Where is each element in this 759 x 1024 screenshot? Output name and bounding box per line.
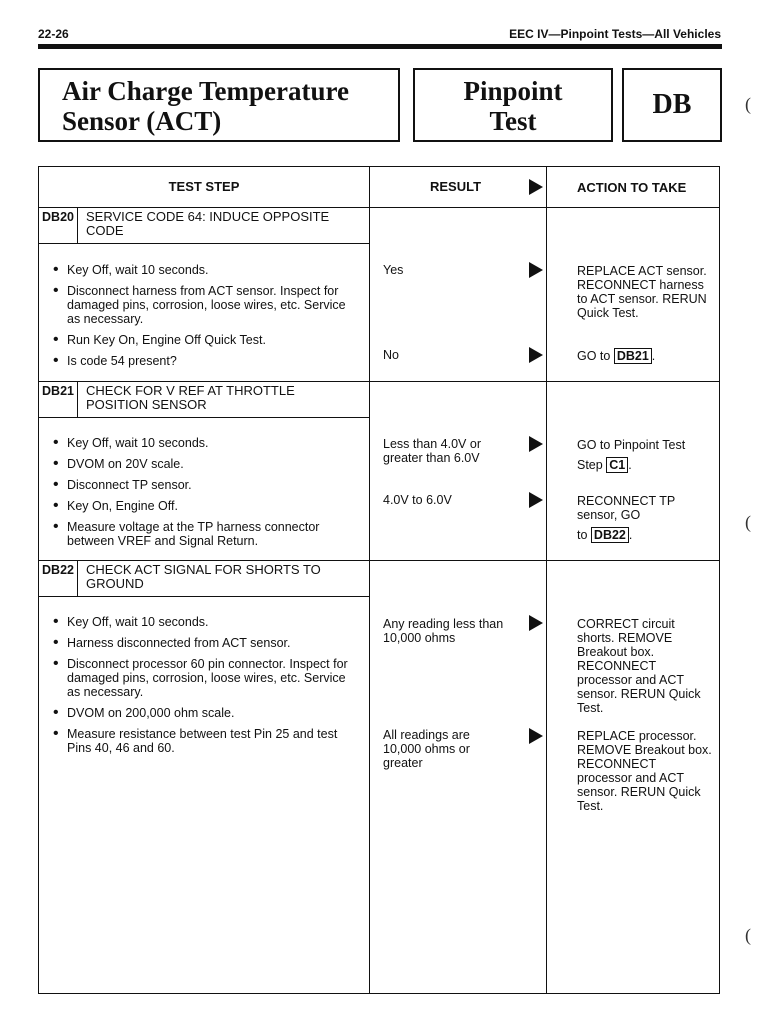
action-goto xyxy=(577,348,717,364)
instruction-item: • Run Key On, Engine Off Quick Test. xyxy=(53,333,353,347)
action-text: RECONNECT TP sensor, GO xyxy=(577,494,675,522)
binding-mark: ( xyxy=(745,512,751,532)
action-prefix: to xyxy=(577,528,588,542)
result-text: No xyxy=(383,348,399,362)
instruction-item: • Disconnect TP sensor. xyxy=(53,478,353,492)
arrow-icon xyxy=(529,347,543,363)
action-suffix: . xyxy=(628,528,633,542)
column-header-test-step: TEST STEP xyxy=(168,179,240,194)
pinpoint-test-box xyxy=(413,68,613,142)
step-divider xyxy=(39,381,719,382)
arrow-icon xyxy=(529,615,543,631)
pinpoint-table xyxy=(38,166,720,994)
step-instructions xyxy=(53,615,353,762)
step-instructions xyxy=(53,263,353,375)
action-goto xyxy=(577,494,717,543)
instruction-item: • Measure voltage at the TP harness connector between VREF and Signal Return. xyxy=(53,520,353,548)
action-text: REPLACE ACT sensor. RECONNECT harness to ACT sensor. RERUN Quick Test. xyxy=(577,264,707,320)
column-divider xyxy=(546,167,547,993)
binding-mark: ( xyxy=(745,94,751,114)
action-text: CORRECT circuit shorts. REMOVE Breakout box. RECONNECT processor and ACT sensor. RERUN Quick Test. xyxy=(577,617,701,715)
page-number: 22-26 xyxy=(38,27,69,41)
instruction-item: • Disconnect harness from ACT sensor. Inspect for damaged pins, corrosion, loose wires, etc. Service as necessary. xyxy=(53,284,353,326)
header-rule xyxy=(38,44,722,49)
test-title xyxy=(62,76,349,136)
column-header-action: ACTION TO TAKE xyxy=(577,180,687,195)
action-text: REPLACE processor. REMOVE Breakout box. RECONNECT processor and ACT sensor. RERUN Quick Test. xyxy=(577,729,712,813)
result-text: 4.0V to 6.0V xyxy=(383,493,452,507)
instruction-item: • Key Off, wait 10 seconds. xyxy=(53,436,353,450)
action-text: GO to Pinpoint Test xyxy=(577,438,686,452)
step-id: DB21 xyxy=(42,384,74,398)
test-code-box: DB xyxy=(622,68,722,142)
result-text: Any reading less than 10,000 ohms xyxy=(383,617,504,645)
instruction-item: • Key On, Engine Off. xyxy=(53,499,353,513)
action-suffix: . xyxy=(628,458,632,472)
instruction-item: • DVOM on 200,000 ohm scale. xyxy=(53,706,353,720)
instruction-item: • Is code 54 present? xyxy=(53,354,353,368)
arrow-icon xyxy=(529,436,543,452)
step-id: DB20 xyxy=(42,210,74,224)
instruction-item: • Key Off, wait 10 seconds. xyxy=(53,615,353,629)
pinpoint-label-line1: Pinpoint xyxy=(463,76,563,106)
step-title: CHECK ACT SIGNAL FOR SHORTS TO GROUND xyxy=(86,562,321,591)
result-text: All readings are 10,000 ohms or greater xyxy=(383,728,470,770)
running-title: EEC IV—Pinpoint Tests—All Vehicles xyxy=(509,27,721,41)
step-reference-link[interactable]: C1 xyxy=(606,457,628,473)
binding-mark: ( xyxy=(745,925,751,945)
step-id: DB22 xyxy=(42,563,74,577)
result-text: Less than 4.0V or greater than 6.0V xyxy=(383,437,481,465)
action-prefix: Step xyxy=(577,458,603,472)
test-title-line1: Air Charge Temperature xyxy=(62,76,349,106)
instruction-item: • Harness disconnected from ACT sensor. xyxy=(53,636,353,650)
step-title: SERVICE CODE 64: INDUCE OPPOSITE CODE xyxy=(86,209,330,238)
instruction-item: • DVOM on 20V scale. xyxy=(53,457,353,471)
action-suffix: . xyxy=(651,349,656,363)
arrow-icon xyxy=(529,262,543,278)
step-instructions xyxy=(53,436,353,555)
header-divider xyxy=(39,207,719,208)
column-divider xyxy=(369,167,370,993)
test-title-box xyxy=(38,68,400,142)
action-prefix: GO to xyxy=(577,349,611,363)
instruction-item: • Key Off, wait 10 seconds. xyxy=(53,263,353,277)
test-title-line2: Sensor (ACT) xyxy=(62,106,222,136)
pinpoint-label-line2: Test xyxy=(489,106,537,136)
result-text: Yes xyxy=(383,263,404,277)
step-divider xyxy=(39,560,719,561)
step-reference-link[interactable]: DB22 xyxy=(591,527,629,543)
arrow-icon xyxy=(529,728,543,744)
instruction-item: • Measure resistance between test Pin 25 and test Pins 40, 46 and 60. xyxy=(53,727,353,755)
arrow-icon xyxy=(529,492,543,508)
arrow-icon xyxy=(529,179,543,195)
step-reference-link[interactable]: DB21 xyxy=(614,348,652,364)
step-title: CHECK FOR V REF AT THROTTLE POSITION SENSOR xyxy=(86,383,295,412)
column-header-result: RESULT xyxy=(430,179,482,194)
action-goto xyxy=(577,438,717,473)
instruction-item: • Disconnect processor 60 pin connector. Inspect for damaged pins, corrosion, loose wires, etc. Service as necessary. xyxy=(53,657,353,699)
